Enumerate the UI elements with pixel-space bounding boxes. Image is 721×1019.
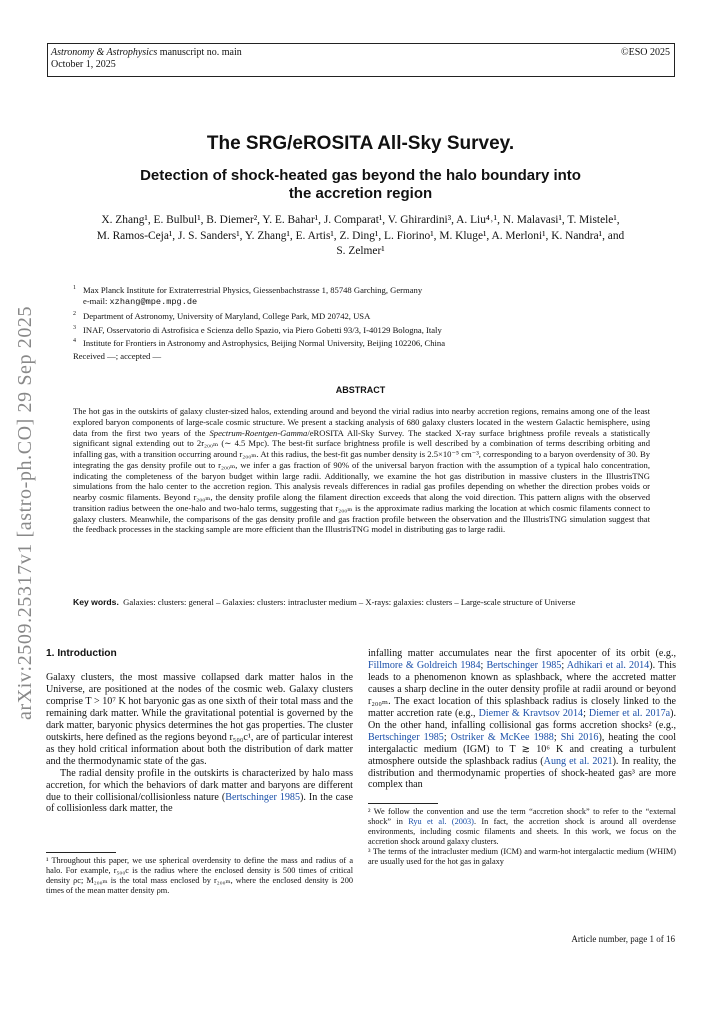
citation-link[interactable]: Diemer & Kravtsov 2014: [478, 707, 584, 719]
keywords-label: Key words.: [73, 597, 119, 607]
citation-link[interactable]: Fillmore & Goldreich 1984: [368, 659, 481, 671]
authors-line-2: M. Ramos-Ceja¹, J. S. Sanders¹, Y. Zhang¹, E. Artis¹, Z. Ding¹, L. Fiorino¹, M. Kluge¹, A. Merloni¹, K. Nandra¹, and: [96, 229, 625, 242]
affiliation-email: e-mail: xzhang@mpe.mpg.de: [83, 296, 198, 308]
intro-paragraph-1: Galaxy clusters, the most massive collapsed dark matter halos in the Universe, are positioned at the nodes of the cosmic web. Galaxy clusters comprise T > 10⁷ K hot baryonic gas as one sixth of their total mass and the remaining dark matter. While the gravitational potential is governed by the dark matter, baryonic physics determines the hot gas properties. The cluster outskirts, here defined as the regions beyond r₅₀₀c¹, are of particular interest as they hold critical information about both the distribution of dark matter and the thermodynamic state of the gas.: [46, 672, 353, 767]
footnote-3: ³ The terms of the intracluster medium (ICM) and warm-hot intergalactic medium (WHIM) are usually used for the hot gas in galaxy: [368, 847, 676, 867]
subtitle-line-2: the accretion region: [288, 185, 433, 202]
paper-title: The SRG/eROSITA All-Sky Survey.: [206, 133, 515, 154]
right-column: [368, 648, 676, 791]
affiliation-2: $^2$ Department of Astronomy, University of Maryland, College Park, MD 20742, USA: [73, 310, 371, 321]
citation-link[interactable]: Bertschinger 1985: [368, 731, 444, 743]
affiliation-1: $^1$ Max Planck Institute for Extraterrestrial Physics, Giessenbachstrasse 1, 85748 Garching, Germany: [73, 284, 423, 295]
header-date: October 1, 2025: [51, 59, 116, 70]
citation-link[interactable]: Ryu et al. (2003): [408, 817, 474, 827]
citation-link[interactable]: Bertschinger 1985: [486, 659, 562, 671]
author-list: [44, 213, 677, 260]
manuscript-label: manuscript no. main: [159, 47, 242, 58]
arxiv-stamp[interactable]: arXiv:2509.25317v1 [astro-ph.CO] 29 Sep 2025: [14, 305, 36, 720]
citation-link[interactable]: Ostriker & McKee 1988: [450, 731, 554, 743]
citation-link[interactable]: Diemer et al. 2017a: [588, 707, 671, 719]
copyright: ©ESO 2025: [621, 47, 670, 58]
manuscript-header-box: [47, 43, 675, 77]
keywords-text: Galaxies: clusters: general – Galaxies: clusters: intracluster medium – X-rays: galaxies: clusters – Large-scale structure of Universe: [123, 597, 576, 607]
header-left: [51, 47, 242, 71]
affiliations: [73, 283, 673, 349]
intro-paragraph-cont: infalling matter accumulates near the first apocenter of its orbit (e.g., Fillmore & Goldreich 1984; Bertschinger 1985; Adhikari et al. 2014). This leads to a phenomenon known as splashback, where the accreted matter causes a sharp decline in the outer density profile at radii around or beyond r₂₀₀ₘ. The exact location of this splashback radius is closely linked to the matter accretion rate (e.g., Diemer & Kravtsov 2014; Diemer et al. 2017a). On the other hand, infalling collisional gas forms accretion shocks² (e.g., Bertschinger 1985; Ostriker & McKee 1988; Shi 2016), heating the cool intergalactic medium (IGM) to T ≳ 10⁶ K and creating a turbulent atmosphere outside the splashback radius (Aung et al. 2021). In reality, the distribution and thermodynamic properties of shock-heated gas³ are more complex than: [368, 648, 677, 791]
journal-name: Astronomy & Astrophysics: [51, 47, 158, 58]
authors-line-3: S. Zelmer¹: [336, 245, 385, 257]
section-heading: 1. Introduction: [46, 648, 117, 659]
subtitle-line-1: Detection of shock-heated gas beyond the halo boundary into: [140, 167, 581, 184]
survey-name: Spectrum-Roentgen-Gamma: [209, 427, 308, 438]
affiliation-3: $^3$ INAF, Osservatorio di Astrofisica e Scienza dello Spazio, via Piero Gobetti 93/3, I-40129 Bologna, Italy: [73, 324, 442, 335]
citation-link[interactable]: Adhikari et al. 2014: [566, 659, 650, 671]
footnote-rule-right: [368, 803, 438, 804]
abstract-heading: ABSTRACT: [335, 385, 386, 395]
left-column: [46, 672, 353, 815]
keywords: [73, 597, 650, 608]
citation-link[interactable]: Bertschinger 1985: [225, 791, 301, 803]
abstract-text: The hot gas in the outskirts of galaxy cluster-sized halos, extending around and beyond the virial radius into nearby accretion regions, remains among one of the least explored baryon components of large-scale cosmic structure. We present a stacking analysis of 680 galaxy clusters located in the western Galactic hemisphere, using data from the first two years of the Spectrum-Roentgen-Gamma/eROSITA All-Sky Survey. The stacked X-ray surface brightness profile reveals a statistically significant signal extending out to 2r₂₀₀ₘ (∼ 4.5 Mpc). The best-fit surface brightness profile is well described by a combination of terms describing orbiting and infalling gas, with a transition occurring around r₂₀₀ₘ. At this radius, the best-fit gas number density is 2.5×10⁻⁵ cm⁻³, corresponding to a baryon overdensity of 30. By integrating the gas density profile out to r₂₀₀ₘ, we infer a gas fraction of 90% of the universal baryon fraction with the assumption of a typical halo concentration, indicating the completeness of the baryon budget within large radii. Additionally, we examine the hot gas distribution in massive clusters in the IllustrisTNG simulations from the halo center to the accretion region. This analysis reveals differences in radial gas profiles depending on whether the direction probes voids or nearby cosmic filaments. Beyond r₂₀₀ₘ, the density profile along the filament direction exceeds that along the void direction. This pattern aligns with the observed transition radius between the one-halo and two-halo terms, suggesting that r₂₀₀ₘ is the approximate radius marking the location at which cosmic filaments connect to galaxy clusters. Meanwhile, the comparisons of the gas density profile and gas fraction profile between the observation and the IllustrisTNG simulation suggest that the feedback processes in the stacking sample are more efficient than the IllustrisTNG model in distributing gas to large radii.: [73, 406, 651, 535]
footnote-1: ¹ Throughout this paper, we use spherical overdensity to define the mass and radius of a halo. For example, r₅₀₀c is the radius where the enclosed density is 500 times of critical density ρc; M₂₀₀ₘ is the total mass enclosed by r₂₀₀ₘ, where the enclosed density is 200 times of the mean matter density ρm.: [46, 856, 353, 896]
affiliation-4: $^4$ Institute for Frontiers in Astronomy and Astrophysics, Beijing Normal University, Beijing 102206, China: [73, 337, 446, 348]
citation-link[interactable]: Shi 2016: [560, 731, 599, 743]
paper-subtitle: [0, 167, 721, 203]
intro-paragraph-2: The radial density profile in the outskirts is characterized by halo mass accretion, for which the behaviors of dark matter and baryons are different due to their collisional/collisionless nature (Bertschinger 1985). In the case of collisionless dark matter, the: [46, 767, 353, 815]
authors-line-1: X. Zhang¹, E. Bulbul¹, B. Diemer², Y. E. Bahar¹, J. Comparat¹, V. Ghirardini³, A. Liu⁴˒¹, N. Malavasi¹, T. Mistele¹,: [101, 214, 620, 226]
citation-link[interactable]: Aung et al. 2021: [543, 755, 613, 767]
footnote-rule-left: [46, 852, 116, 853]
received-line: Received —; accepted —: [73, 351, 162, 361]
page-footer: Article number, page 1 of 16: [571, 934, 675, 944]
email-link[interactable]: xzhang@mpe.mpg.de: [109, 297, 198, 308]
footnotes-right: [368, 807, 676, 868]
footnote-2: ² We follow the convention and use the term “accretion shock” to refer to the “external shock” in Ryu et al. (2003). In fact, the accretion shock is around all overdense environments, including cosmic filaments and sheets. In this work, we focus on the accretion shock around galaxy clusters.: [368, 807, 676, 847]
